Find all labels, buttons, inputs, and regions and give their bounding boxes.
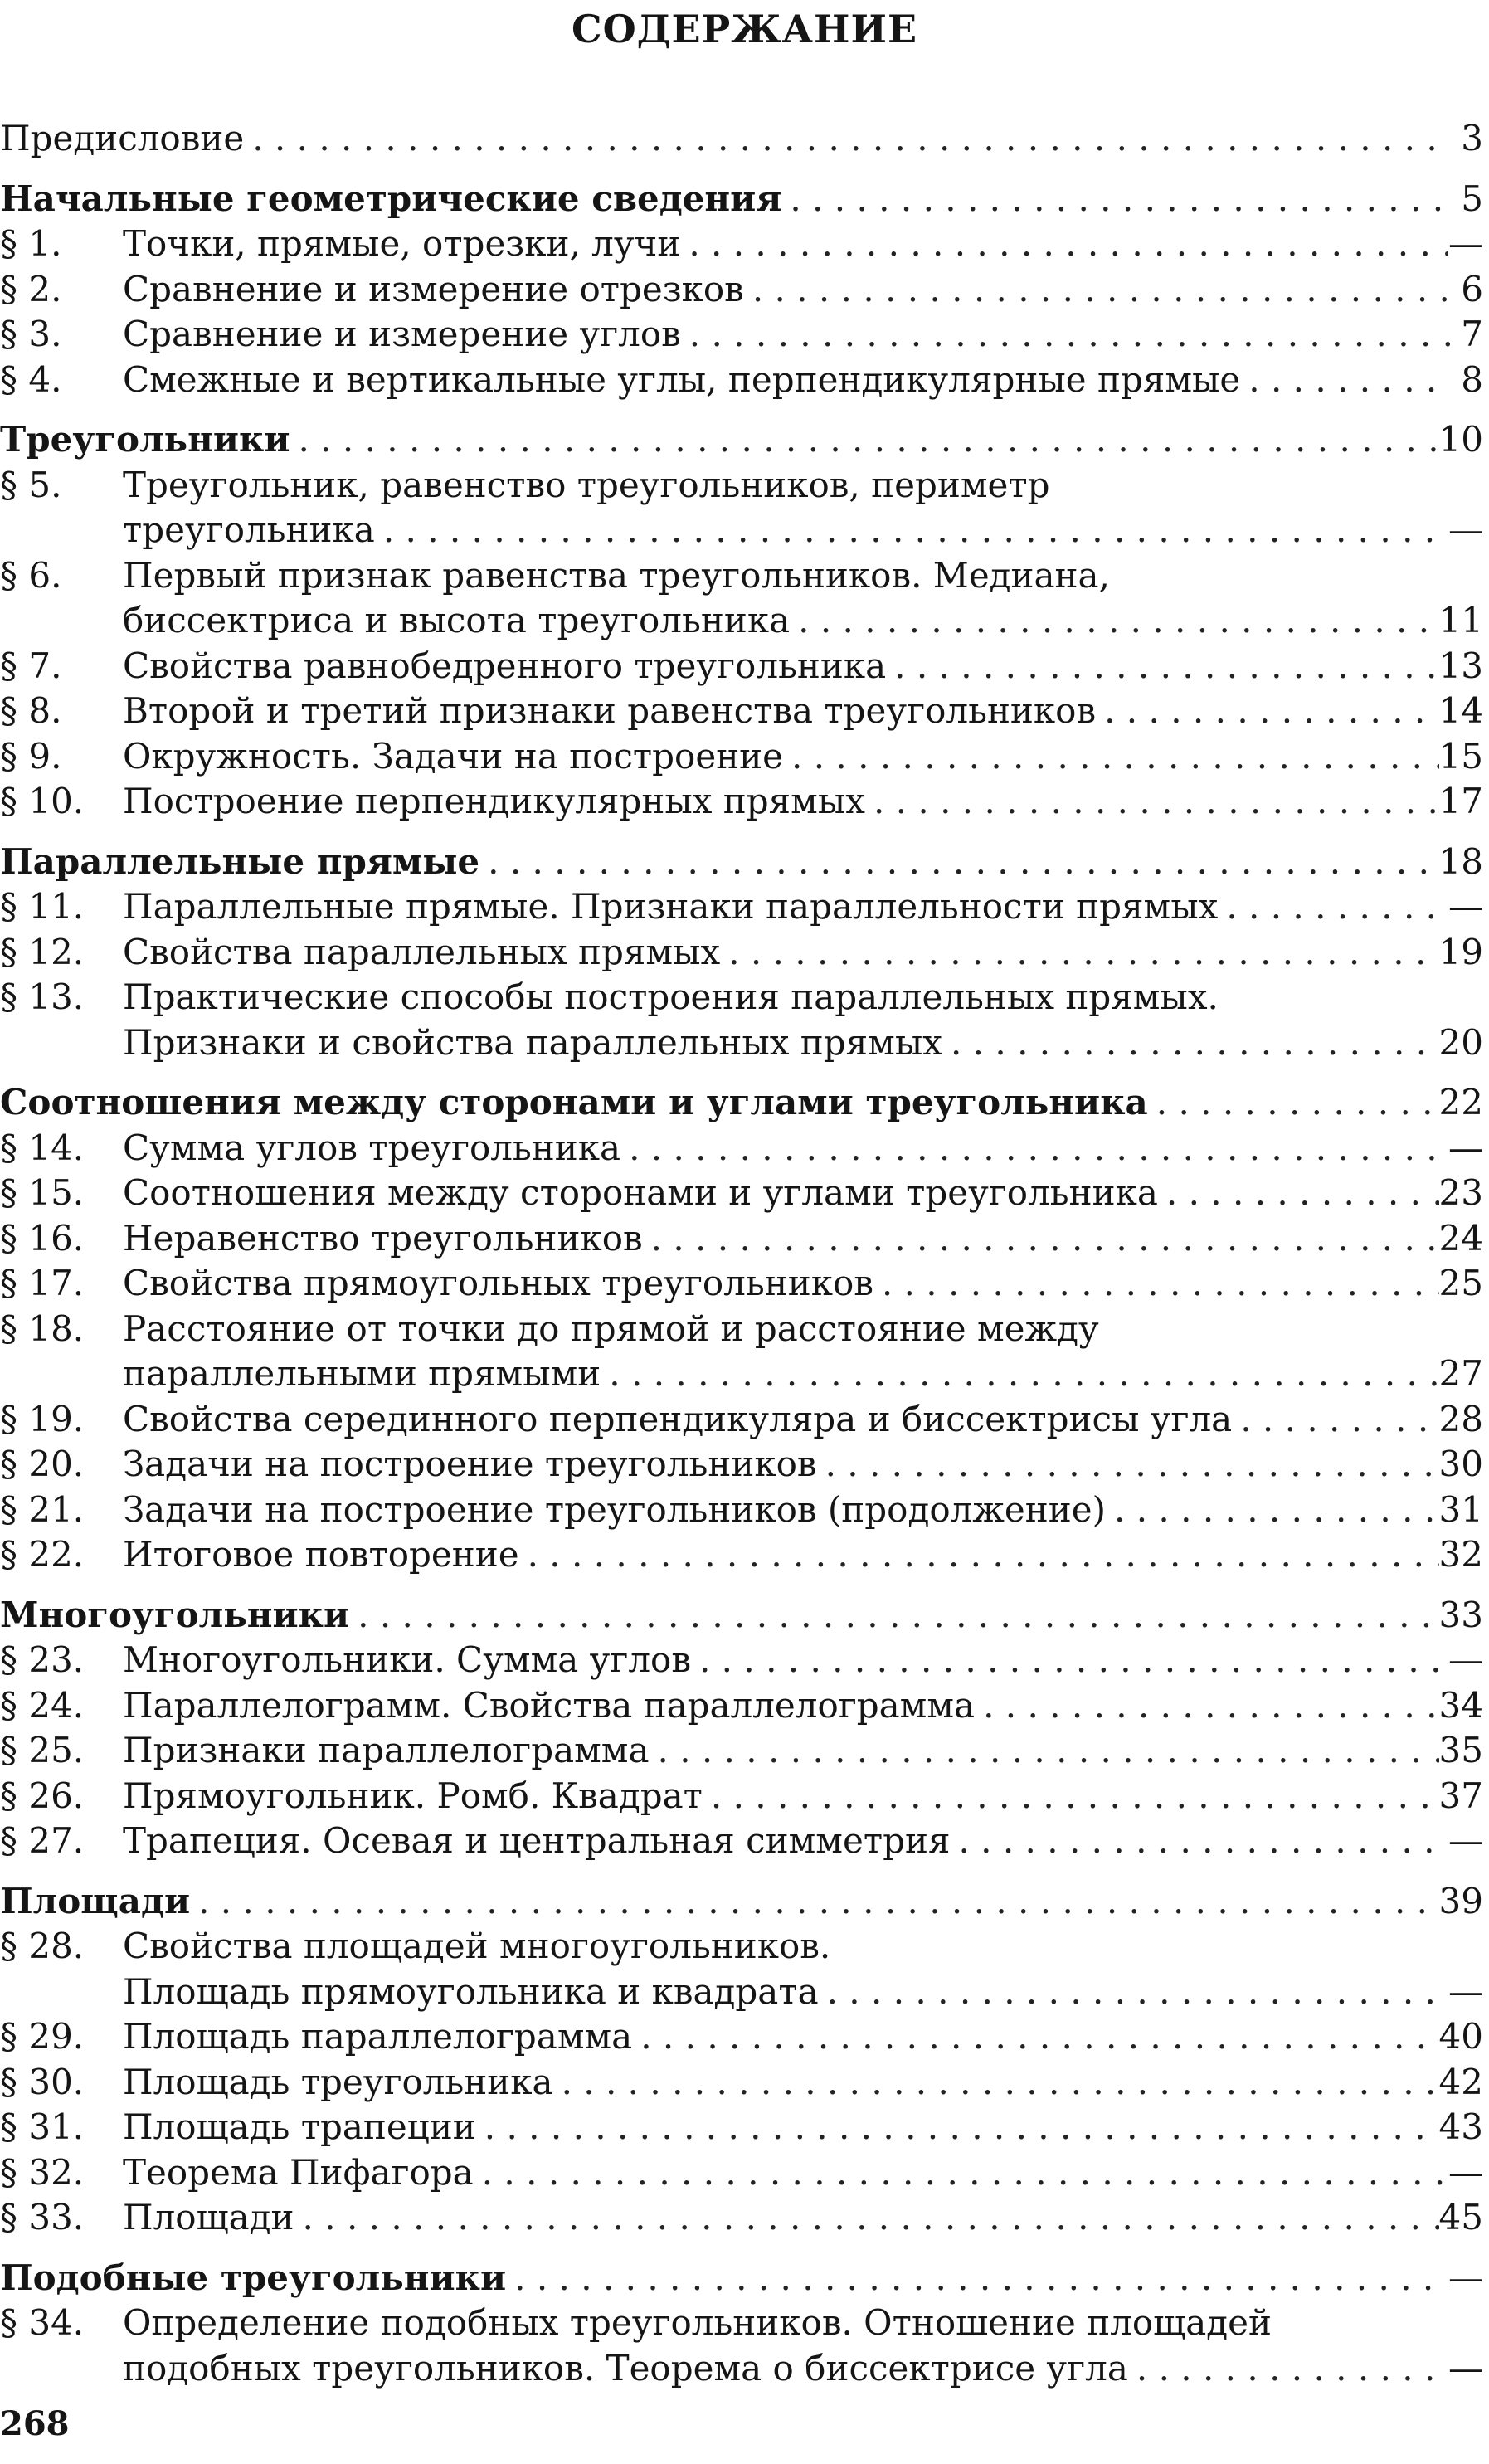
section-title: Свойства параллельных прямых: [123, 931, 721, 972]
page-ref: 24: [1438, 1217, 1483, 1259]
page-ref: —: [1448, 509, 1483, 550]
section-title: Многоугольники. Сумма углов: [123, 1639, 691, 1680]
dot-leader: [375, 508, 1448, 553]
section-title: Теорема Пифагора: [123, 2151, 474, 2193]
toc-section-line: [0, 1638, 1483, 1683]
page-ref: 7: [1461, 314, 1483, 354]
dot-leader: [720, 930, 1438, 976]
toc-section-line: [0, 1774, 1483, 1819]
toc-chapter-line: [0, 840, 1483, 885]
section-title: Свойства серединного перпендикуляра и биссектрисы угла: [123, 1398, 1233, 1439]
page-ref: 5: [1461, 178, 1483, 219]
section-title: Неравенство треугольников: [123, 1217, 643, 1259]
toc-section-line: [0, 779, 1483, 825]
section-title: Задачи на построение треугольников: [123, 1444, 817, 1484]
section-title: Трапеция. Осевая и центральная симметрия: [123, 1820, 951, 1861]
toc-section-line: [0, 1307, 1483, 1352]
section-title: Расстояние от точки до прямой и расстояние между: [123, 1307, 1099, 1349]
page-ref: —: [1448, 1820, 1483, 1861]
section-number: § 20.: [0, 1444, 85, 1484]
section-title: Первый признак равенства треугольников. Медиана,: [123, 554, 1110, 596]
page-ref: 32: [1438, 1534, 1483, 1575]
section-number: § 9.: [0, 735, 62, 777]
section-title-continuation: биссектриса и высота треугольника: [123, 600, 791, 640]
section-number: § 29.: [0, 2016, 85, 2057]
dot-leader: [650, 1728, 1439, 1774]
section-title: Признаки параллелограмма: [123, 1730, 650, 1770]
toc-section-line: [0, 689, 1483, 734]
section-number: § 7.: [0, 645, 62, 686]
toc-section-continuation: [0, 1020, 1483, 1066]
section-title: Свойства площадей многоугольников.: [123, 1926, 831, 1966]
section-number: § 14.: [0, 1127, 85, 1168]
dot-leader: [1106, 1488, 1439, 1533]
page-ref: 35: [1438, 1730, 1483, 1770]
page-ref: 37: [1438, 1775, 1483, 1816]
dot-leader: [942, 1020, 1439, 1066]
toc-section-line: [0, 1728, 1483, 1774]
dot-leader: [632, 2014, 1438, 2060]
toc-section-line: [0, 2195, 1483, 2241]
section-number: § 10.: [0, 781, 85, 821]
section-title: Площади: [123, 2197, 294, 2238]
chapter-title: Площади: [0, 1880, 191, 1921]
section-number: § 25.: [0, 1730, 85, 1770]
page-ref: 31: [1438, 1488, 1483, 1530]
toc-section-line: [0, 1442, 1483, 1488]
dot-leader: [620, 1126, 1448, 1171]
toc-chapter-line: [0, 2256, 1483, 2301]
dot-leader: [474, 2150, 1448, 2196]
section-title-continuation: треугольника: [123, 509, 375, 550]
dot-leader: [703, 1774, 1439, 1819]
toc-section-line: [0, 358, 1483, 403]
toc-section-line: [0, 2150, 1483, 2196]
section-title: Свойства прямоугольных треугольников: [123, 1263, 873, 1303]
section-number: § 24.: [0, 1684, 85, 1726]
section-title: Площадь параллелограмма: [123, 2016, 633, 2057]
section-number: § 13.: [0, 976, 85, 1017]
dot-leader: [950, 1819, 1448, 1864]
page-ref: 43: [1438, 2106, 1483, 2147]
dot-leader: [506, 2256, 1448, 2301]
section-number: § 26.: [0, 1775, 85, 1816]
section-title: Практические способы построения параллельных прямых.: [123, 976, 1219, 1017]
section-number: § 16.: [0, 1217, 85, 1259]
page-ref: —: [1448, 2151, 1483, 2193]
section-title: Площадь треугольника: [123, 2061, 553, 2102]
section-title: Прямоугольник. Ромб. Квадрат: [123, 1775, 703, 1816]
section-number: § 8.: [0, 690, 62, 731]
dot-leader: [680, 222, 1448, 267]
page-ref: —: [1448, 1639, 1483, 1680]
page-ref: 40: [1438, 2016, 1483, 2057]
section-number: § 27.: [0, 1820, 85, 1861]
page-ref: 15: [1438, 735, 1483, 777]
section-number: § 19.: [0, 1398, 85, 1439]
dot-leader: [601, 1351, 1438, 1397]
dot-leader: [790, 598, 1438, 644]
page-ref: —: [1448, 1970, 1483, 2012]
page-ref: 33: [1438, 1594, 1483, 1635]
section-title: Второй и третий признаки равенства треугольников: [123, 690, 1097, 731]
section-title: Треугольник, равенство треугольников, периметр: [123, 464, 1050, 505]
page-ref: 39: [1438, 1880, 1483, 1921]
toc-section-continuation: [0, 508, 1483, 553]
page-ref: 20: [1438, 1021, 1483, 1063]
page-ref: 14: [1438, 690, 1483, 731]
section-title-continuation: Признаки и свойства параллельных прямых: [123, 1021, 942, 1063]
page-ref: 11: [1438, 600, 1483, 640]
dot-leader: [1232, 1397, 1438, 1443]
dot-leader: [519, 1532, 1439, 1578]
toc-chapter-line: [0, 1593, 1483, 1639]
dot-leader: [975, 1683, 1438, 1729]
toc-chapter-line: [0, 417, 1483, 463]
toc-section-continuation: [0, 1351, 1483, 1397]
toc-section-line: [0, 2105, 1483, 2150]
dot-leader: [1096, 689, 1438, 734]
toc-chapter-line: [0, 177, 1483, 222]
dot-leader: [1148, 1080, 1439, 1126]
toc-section-line: [0, 2301, 1483, 2346]
toc-section-line: [0, 222, 1483, 267]
toc-section-line: [0, 1171, 1483, 1216]
page-ref: 17: [1438, 781, 1483, 821]
dot-leader: [290, 417, 1438, 463]
dot-leader: [244, 116, 1450, 162]
page-ref: 27: [1438, 1353, 1483, 1394]
toc-section-continuation: [0, 1970, 1483, 2015]
page-ref: 34: [1438, 1684, 1483, 1726]
section-title: Свойства равнобедренного треугольника: [123, 645, 887, 686]
section-title: Параллельные прямые. Признаки параллельности прямых: [123, 886, 1219, 927]
section-title: Задачи на построение треугольников (продолжение): [123, 1488, 1107, 1530]
page-number: 268: [0, 2404, 70, 2443]
dot-leader: [479, 840, 1438, 885]
dot-leader: [1128, 2346, 1448, 2392]
page-ref: 22: [1438, 1082, 1483, 1122]
section-title: Смежные и вертикальные углы, перпендикулярные прямые: [123, 358, 1241, 400]
section-number: § 31.: [0, 2106, 85, 2147]
section-number: § 11.: [0, 886, 85, 927]
page-title: СОДЕРЖАНИЕ: [571, 7, 918, 51]
toc-section-line: [0, 1924, 1483, 1970]
dot-leader: [817, 1442, 1439, 1488]
section-title: Параллелограмм. Свойства параллелограмма: [123, 1684, 976, 1726]
toc-section-line: [0, 463, 1483, 509]
dot-leader: [681, 312, 1450, 358]
section-title: Предисловие: [0, 118, 245, 158]
dot-leader: [190, 1879, 1438, 1925]
toc-section-line: [0, 2014, 1483, 2060]
section-number: § 5.: [0, 464, 62, 505]
toc-chapter-line: [0, 1080, 1483, 1126]
section-title: Площадь трапеции: [123, 2106, 476, 2147]
toc-section-line: [0, 312, 1483, 358]
toc-section-line: [0, 1216, 1483, 1262]
toc-section-line: [0, 734, 1483, 780]
page-ref: 45: [1438, 2197, 1483, 2238]
dot-leader: [476, 2105, 1439, 2150]
section-number: § 17.: [0, 1263, 85, 1303]
section-number: § 34.: [0, 2302, 85, 2343]
section-title-continuation: подобных треугольников. Теорема о биссектрисе угла: [123, 2347, 1128, 2389]
section-number: § 15.: [0, 1172, 85, 1213]
section-number: § 33.: [0, 2197, 85, 2238]
section-title: Построение перпендикулярных прямых: [123, 781, 865, 821]
toc-section-line: [0, 1261, 1483, 1307]
page-ref: 23: [1438, 1172, 1483, 1213]
section-number: § 1.: [0, 223, 62, 264]
section-title: Точки, прямые, отрезки, лучи: [123, 223, 681, 264]
page-ref: —: [1448, 223, 1483, 264]
dot-leader: [349, 1593, 1438, 1639]
dot-leader: [781, 177, 1450, 222]
chapter-title: Параллельные прямые: [0, 840, 480, 882]
dot-leader: [865, 779, 1439, 825]
dot-leader: [691, 1638, 1448, 1683]
toc-chapter-line: [0, 1879, 1483, 1925]
page-ref: 42: [1438, 2061, 1483, 2102]
section-number: § 4.: [0, 358, 62, 400]
section-title-continuation: параллельными прямыми: [123, 1353, 601, 1394]
section-title: Сравнение и измерение углов: [123, 314, 681, 354]
toc-section-line: [0, 1683, 1483, 1729]
section-title: Сумма углов треугольника: [123, 1127, 621, 1168]
toc-section-line: [0, 1488, 1483, 1533]
section-title: Определение подобных треугольников. Отношение площадей: [123, 2302, 1272, 2343]
toc-section-continuation: [0, 2346, 1483, 2392]
chapter-title: Подобные треугольники: [0, 2257, 507, 2298]
section-number: § 22.: [0, 1534, 85, 1575]
chapter-title: Многоугольники: [0, 1594, 350, 1635]
toc-section-line: [0, 884, 1483, 930]
dot-leader: [886, 644, 1438, 689]
section-number: § 18.: [0, 1307, 85, 1349]
page-ref: 28: [1438, 1398, 1483, 1439]
page-ref: 6: [1461, 268, 1483, 309]
dot-leader: [819, 1970, 1448, 2015]
section-number: § 30.: [0, 2061, 85, 2102]
section-number: § 32.: [0, 2151, 85, 2193]
section-title: Окружность. Задачи на построение: [123, 735, 784, 777]
toc-section-line: [0, 2060, 1483, 2106]
page-ref: 13: [1438, 645, 1483, 686]
page-ref: 25: [1438, 1263, 1483, 1303]
toc-section-line: [0, 1397, 1483, 1443]
dot-leader: [553, 2060, 1439, 2106]
dot-leader: [1158, 1171, 1439, 1216]
toc-section-line: [0, 267, 1483, 313]
page-ref: —: [1448, 2347, 1483, 2389]
chapter-title: Треугольники: [0, 419, 290, 460]
toc-section-line: [0, 1532, 1483, 1578]
page-ref: 19: [1438, 931, 1483, 972]
dot-leader: [1240, 358, 1450, 403]
dot-leader: [873, 1261, 1439, 1307]
page-ref: 10: [1438, 419, 1483, 460]
page-ref: 18: [1438, 840, 1483, 882]
toc-section-continuation: [0, 598, 1483, 644]
toc-section-line: [0, 1819, 1483, 1864]
section-title: Сравнение и измерение отрезков: [123, 268, 744, 309]
section-title: Соотношения между сторонами и углами треугольника: [123, 1172, 1158, 1213]
section-number: § 3.: [0, 314, 62, 354]
section-title-continuation: Площадь прямоугольника и квадрата: [123, 1970, 819, 2012]
toc-section-line: [0, 553, 1483, 599]
chapter-title: Соотношения между сторонами и углами треугольника: [0, 1082, 1148, 1122]
page-ref: —: [1448, 1127, 1483, 1168]
chapter-title: Начальные геометрические сведения: [0, 178, 782, 219]
page-ref: —: [1448, 2257, 1483, 2298]
section-number: § 23.: [0, 1639, 85, 1680]
section-number: § 6.: [0, 554, 62, 596]
dot-leader: [1218, 884, 1448, 930]
page-ref: 30: [1438, 1444, 1483, 1484]
dot-leader: [294, 2195, 1439, 2241]
page-ref: —: [1448, 886, 1483, 927]
dot-leader: [643, 1216, 1439, 1262]
section-number: § 28.: [0, 1926, 85, 1966]
toc-section-line: [0, 644, 1483, 689]
table-of-contents: [0, 116, 1483, 2391]
toc-section-line: [0, 1126, 1483, 1171]
section-number: § 12.: [0, 931, 85, 972]
section-number: § 2.: [0, 268, 62, 309]
page-ref: 8: [1461, 358, 1483, 400]
toc-section-line: [0, 116, 1483, 162]
toc-section-line: [0, 930, 1483, 976]
section-title: Итоговое повторение: [123, 1534, 519, 1575]
section-number: § 21.: [0, 1488, 85, 1530]
page-ref: 3: [1461, 118, 1483, 158]
toc-section-line: [0, 975, 1483, 1020]
dot-leader: [783, 734, 1439, 780]
dot-leader: [744, 267, 1450, 313]
